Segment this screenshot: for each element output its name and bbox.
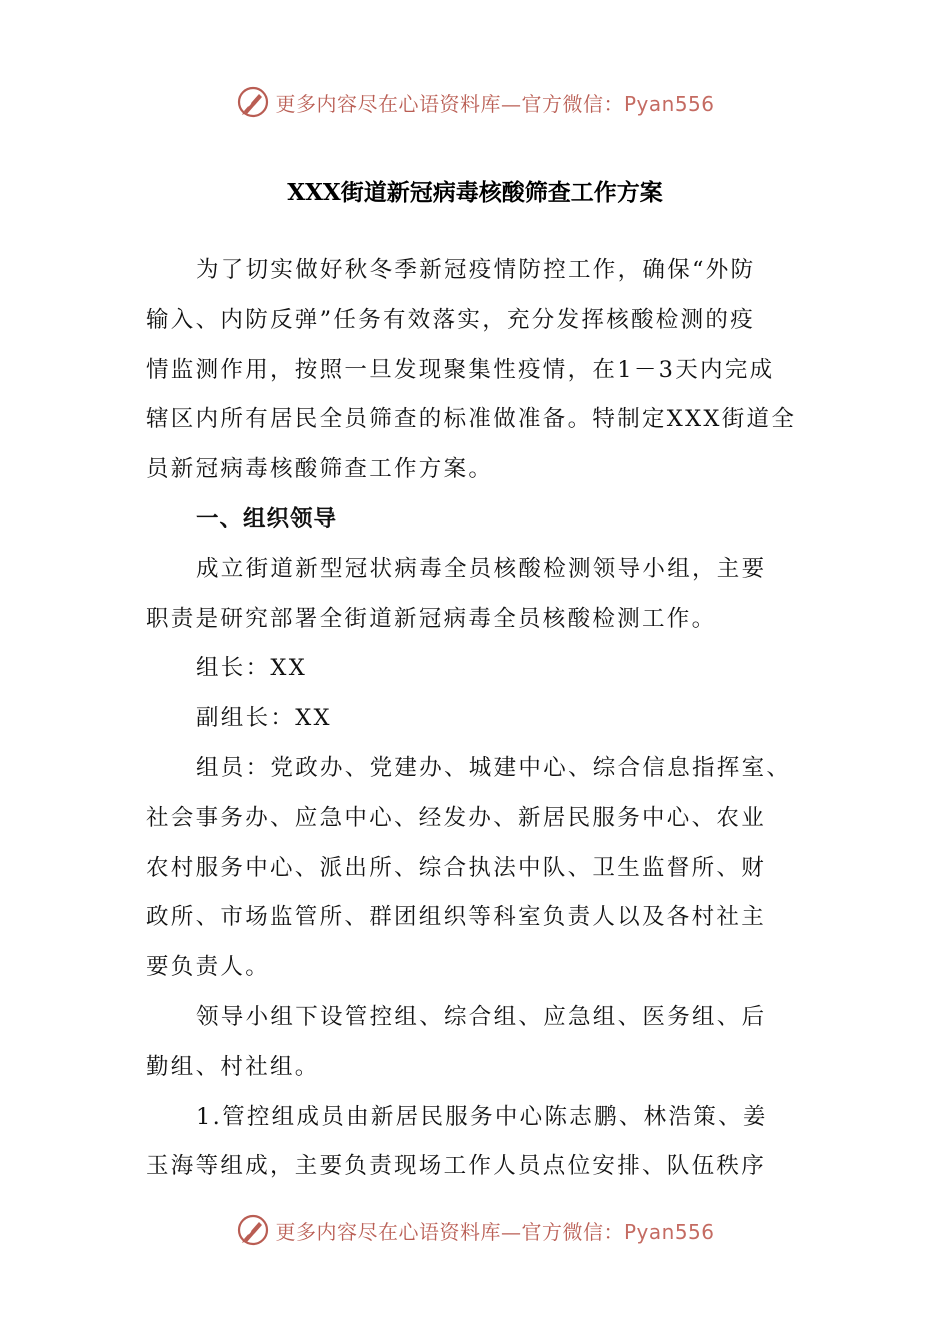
watermark-header — [0, 82, 950, 122]
document-title: XXX街道新冠病毒核酸筛查工作方案 — [287, 179, 663, 206]
body-line: 情监测作用，按照一旦发现聚集性疫情，在1－3天内完成 — [146, 356, 775, 383]
watermark-footer — [0, 1210, 950, 1250]
body-line: 成立街道新型冠状病毒全员核酸检测领导小组，主要 — [196, 555, 767, 582]
body-line: 农村服务中心、派出所、综合执法中队、卫生监督所、财 — [146, 854, 767, 881]
body-line: 输入、内防反弹”任务有效落实，充分发挥核酸检测的疫 — [146, 306, 756, 333]
pen-logo-icon — [235, 84, 271, 120]
body-line: 社会事务办、应急中心、经发办、新居民服务中心、农业 — [146, 804, 767, 831]
body-line: 为了切实做好秋冬季新冠疫情防控工作，确保“外防 — [196, 257, 756, 283]
body-line: 辖区内所有居民全员筛查的标准做准备。特制定XXX街道全 — [146, 406, 797, 433]
body-line: 政所、市场监管所、群团组织等科室负责人以及各村社主 — [146, 904, 767, 931]
body-line: 员新冠病毒核酸筛查工作方案。 — [146, 456, 494, 483]
pen-logo-icon — [235, 1212, 271, 1248]
deputy-leader-line: 副组长：XX — [196, 705, 332, 732]
members-line: 组员：党政办、党建办、城建中心、综合信息指挥室、 — [196, 754, 792, 781]
watermark-text: 更多内容尽在心语资料库—官方微信：Pyan556 — [275, 1219, 715, 1244]
leader-line: 组长：XX — [196, 655, 308, 682]
section-heading: 一、组织领导 — [196, 505, 338, 532]
watermark-text: 更多内容尽在心语资料库—官方微信：Pyan556 — [275, 91, 715, 116]
body-line: 1.管控组成员由新居民服务中心陈志鹏、林浩策、姜 — [196, 1103, 768, 1130]
body-line: 职责是研究部署全街道新冠病毒全员核酸检测工作。 — [146, 605, 717, 632]
body-line: 领导小组下设管控组、综合组、应急组、医务组、后 — [196, 1003, 767, 1030]
document-body — [146, 246, 810, 1192]
body-line: 勤组、村社组。 — [146, 1053, 320, 1080]
body-line: 玉海等组成，主要负责现场工作人员点位安排、队伍秩序 — [146, 1153, 767, 1180]
body-line: 要负责人。 — [146, 954, 271, 981]
